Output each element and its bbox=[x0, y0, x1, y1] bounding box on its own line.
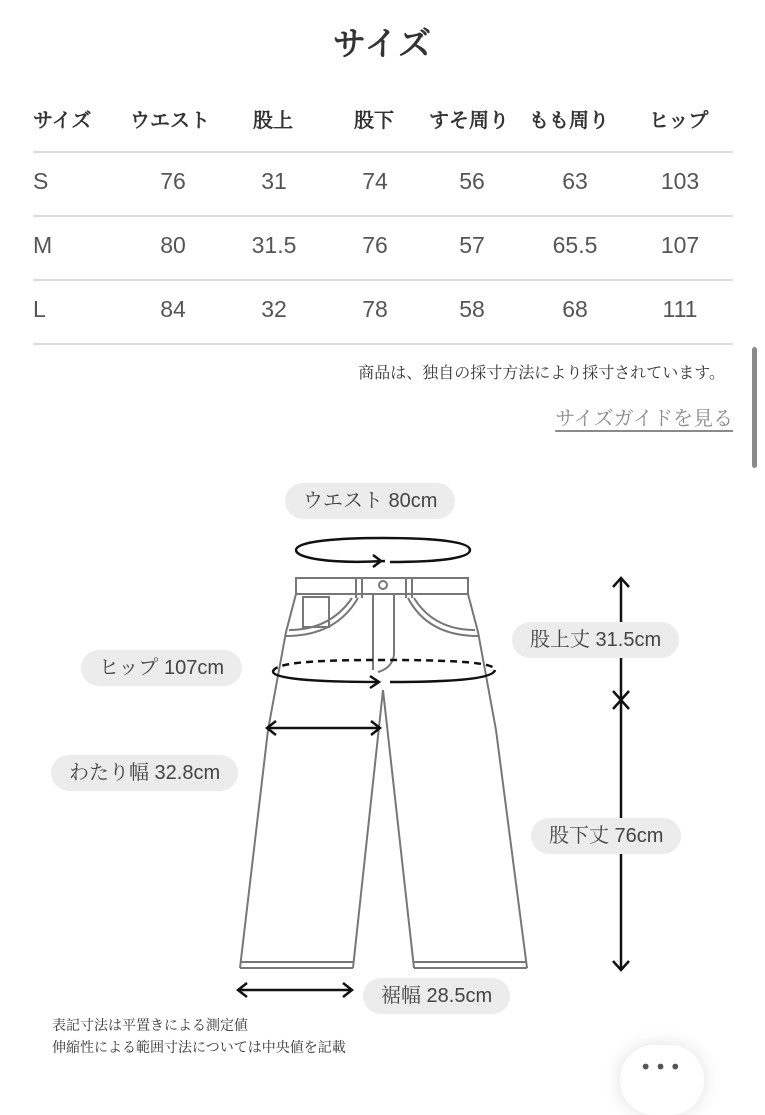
table-row bbox=[33, 281, 733, 345]
cell-inseam: 76 bbox=[362, 232, 388, 258]
measurement-note: 商品は、独自の採寸方法により採寸されています。 bbox=[358, 363, 725, 382]
header-waist: ウエスト bbox=[130, 108, 210, 132]
ellipsis-icon: ••• bbox=[639, 1055, 685, 1079]
size-guide-link[interactable]: サイズガイドを見る bbox=[555, 406, 733, 430]
cell-waist: 84 bbox=[160, 296, 186, 322]
cell-waist: 76 bbox=[160, 168, 186, 194]
cell-hip: 103 bbox=[660, 168, 700, 194]
measurement-diagram bbox=[0, 470, 765, 1030]
size-table bbox=[33, 88, 733, 345]
more-options-button[interactable] bbox=[620, 1045, 704, 1115]
cell-hip: 107 bbox=[660, 232, 700, 258]
table-header bbox=[33, 88, 733, 153]
header-rise: 股上 bbox=[253, 108, 293, 132]
footnote-line: 表記寸法は平置きによる測定値 bbox=[52, 1018, 248, 1034]
cell-size: L bbox=[33, 296, 46, 322]
cell-hip: 111 bbox=[662, 296, 698, 322]
header-inseam: 股下 bbox=[354, 108, 394, 132]
table-row bbox=[33, 153, 733, 217]
cell-hem: 57 bbox=[459, 232, 485, 258]
header-hip: ヒップ bbox=[649, 108, 709, 132]
inseam-label: 股下丈 76cm bbox=[531, 818, 681, 854]
footnotes bbox=[52, 1015, 346, 1059]
cell-thigh: 63 bbox=[562, 168, 588, 194]
thigh-label: わたり幅 32.8cm bbox=[51, 755, 238, 791]
hip-label: ヒップ 107cm bbox=[81, 650, 242, 686]
header-hem: すそ周り bbox=[429, 108, 509, 132]
cell-thigh: 68 bbox=[562, 296, 588, 322]
scrollbar[interactable] bbox=[752, 347, 757, 468]
cell-rise: 31.5 bbox=[251, 232, 297, 258]
waist-label: ウエスト 80cm bbox=[285, 483, 455, 519]
cell-inseam: 74 bbox=[362, 168, 388, 194]
cell-rise: 32 bbox=[261, 296, 287, 322]
cell-thigh: 65.5 bbox=[552, 232, 598, 258]
hem-label: 裾幅 28.5cm bbox=[363, 978, 510, 1014]
pants-illustration bbox=[0, 470, 765, 1030]
cell-hem: 58 bbox=[459, 296, 485, 322]
footnote-line: 伸縮性による範囲寸法については中央値を記載 bbox=[52, 1040, 346, 1056]
page-title: サイズ bbox=[332, 24, 433, 63]
cell-size: M bbox=[33, 232, 53, 258]
cell-hem: 56 bbox=[459, 168, 485, 194]
header-size: サイズ bbox=[33, 108, 92, 132]
cell-size: S bbox=[33, 168, 49, 194]
rise-label: 股上丈 31.5cm bbox=[512, 622, 679, 658]
cell-waist: 80 bbox=[160, 232, 186, 258]
cell-inseam: 78 bbox=[362, 296, 388, 322]
cell-rise: 31 bbox=[261, 168, 287, 194]
header-thigh: もも周り bbox=[529, 108, 609, 132]
table-row bbox=[33, 217, 733, 281]
